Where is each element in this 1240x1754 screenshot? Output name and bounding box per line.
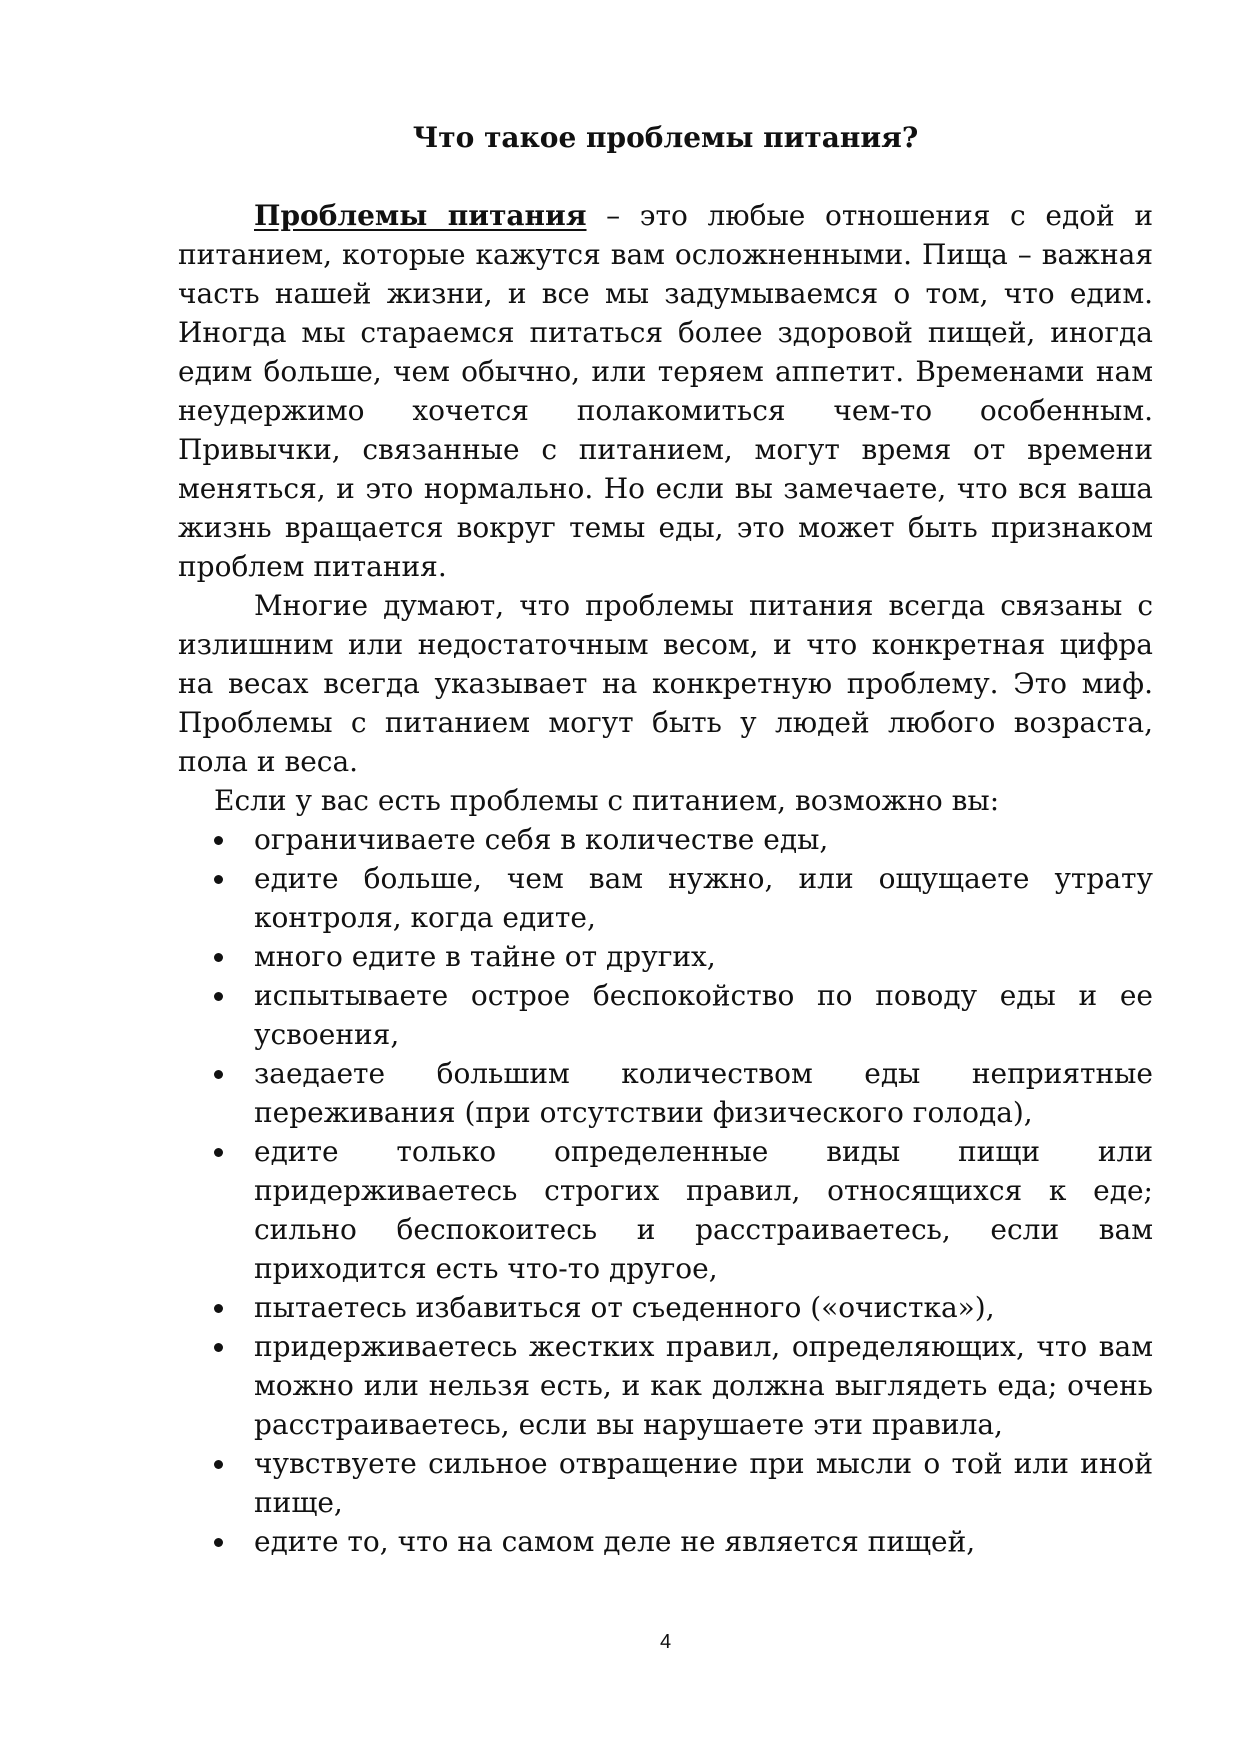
list-item: заедаете большим количеством еды неприятные переживания (при отсутствии физического голода), xyxy=(254,1054,1153,1132)
lead-term: Проблемы питания xyxy=(254,199,587,232)
list-item: испытываете острое беспокойство по поводу еды и ее усвоения, xyxy=(254,976,1153,1054)
page-number: 4 xyxy=(659,1631,672,1653)
paragraph-definition-text: – это любые отношения с едой и питанием, которые кажутся вам осложненными. Пища – важная часть нашей жизни, и все мы задумываемся о том, что едим. Иногда мы стараемся питаться более здоровой пищей, иногда едим больше, чем обычно, или теряем аппетит. Временами нам неудержимо хочется полакомиться чем-то особенным. Привычки, связанные с питанием, могут время от времени меняться, и это нормально. Но если вы замечаете, что вся ваша жизнь вращается вокруг темы еды, это может быть признаком проблем питания. xyxy=(178,199,1153,583)
list-item: придерживаетесь жестких правил, определяющих, что вам можно или нельзя есть, и как должна выглядеть еда; очень расстраиваетесь, если вы нарушаете эти правила, xyxy=(254,1327,1153,1444)
list-item: много едите в тайне от других, xyxy=(254,937,1153,976)
page-title: Что такое проблемы питания? xyxy=(412,121,919,154)
list-item: пытаетесь избавиться от съеденного («очистка»), xyxy=(254,1288,1153,1327)
body-text xyxy=(178,196,1153,1561)
document-page xyxy=(178,0,1153,1754)
list-item: ограничиваете себя в количестве еды, xyxy=(254,820,1153,859)
symptom-list xyxy=(178,820,1153,1561)
list-item: чувствуете сильное отвращение при мысли о той или иной пище, xyxy=(254,1444,1153,1522)
paragraph-myth: Многие думают, что проблемы питания всегда связаны с излишним или недостаточным весом, и что конкретная цифра на весах всегда указывает на конкретную проблему. Это миф. Проблемы с питанием могут быть у людей любого возраста, пола и веса. xyxy=(178,589,1153,778)
paragraph-definition xyxy=(178,196,1153,586)
list-intro: Если у вас есть проблемы с питанием, возможно вы: xyxy=(214,784,1000,817)
list-item: едите больше, чем вам нужно, или ощущаете утрату контроля, когда едите, xyxy=(254,859,1153,937)
list-item: едите только определенные виды пищи или придерживаетесь строгих правил, относящихся к еде; сильно беспокоитесь и расстраиваетесь, если вам приходится есть что-то другое, xyxy=(254,1132,1153,1288)
list-item: едите то, что на самом деле не является пищей, xyxy=(254,1522,1153,1561)
